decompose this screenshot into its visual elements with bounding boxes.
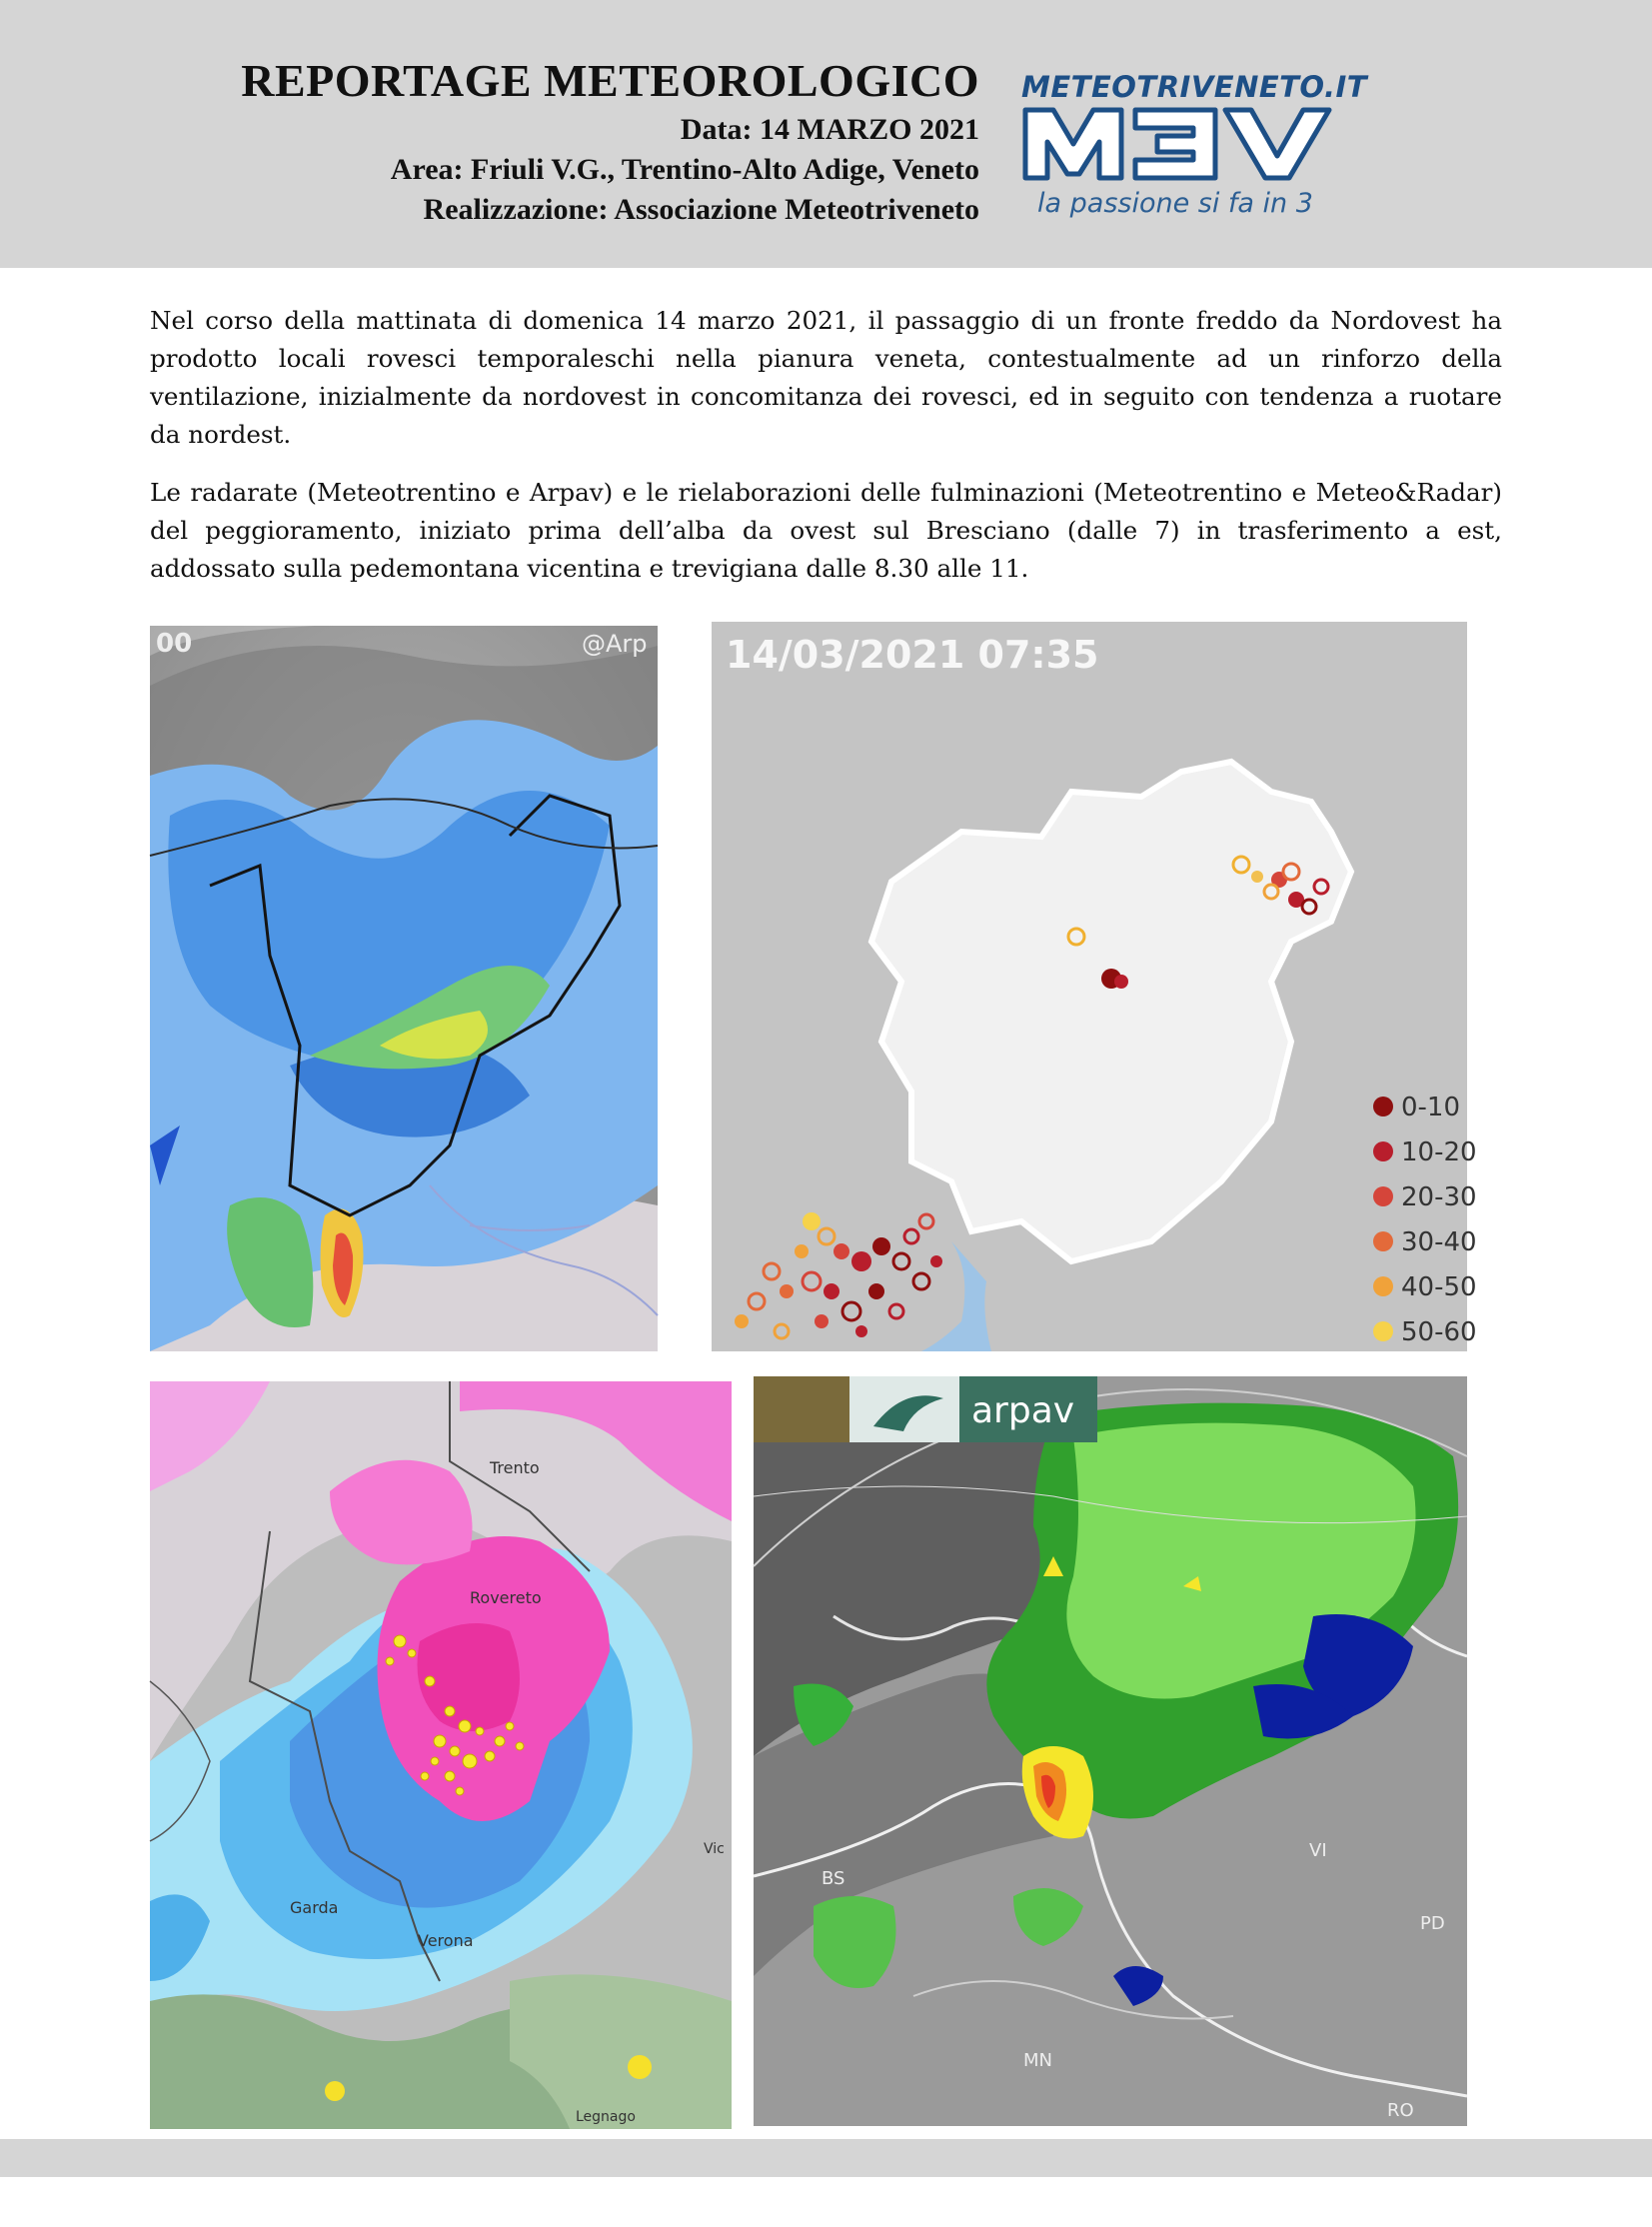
lightning-timestamp: 14/03/2021 07:35 [726,633,1099,677]
radar-corner-label-right: @Arp [582,630,648,658]
radar-map-bottom-left [150,1381,732,2129]
report-body [150,302,1502,608]
radar-map-top-left [150,626,658,1351]
body-paragraph-1: Nel corso della mattinata di domenica 14 marzo 2021, il passaggio di un fronte freddo da Nordovest ha prodotto locali rovesci temporaleschi nella pianura veneta, contestualmente ad un rinforzo della ventilazione, inizialmente da nordovest in concomitanza dei rovesci, ed in seguito con tendenza a ruotare da nordest. [150,306,1502,449]
report-date: Data: 14 MARZO 2021 [680,113,979,146]
footer-band [0,2139,1652,2177]
logo-site-name: METEOTRIVENETO.IT [1021,70,1368,104]
city-label-2: PD [1420,1913,1445,1934]
legend-swatch-0 [1373,1097,1393,1116]
place-label-2: Garda [290,1898,339,1917]
arpav-radar-map [754,1376,1467,2126]
report-header-text [241,52,979,230]
place-label-5: Vic [704,1841,725,1857]
legend-label-1: 10-20 [1401,1137,1477,1167]
radar-corner-label-left: 00 [156,629,193,659]
logo-m3v-mark [1019,104,1339,184]
report-title: REPORTAGE METEOROLOGICO [241,55,979,106]
legend-label-3: 30-40 [1401,1227,1477,1257]
place-label-0: Trento [490,1458,540,1477]
arpav-brand: arpav [971,1390,1075,1431]
legend-swatch-2 [1373,1186,1393,1206]
body-paragraph-2: Le radarate (Meteotrentino e Arpav) e le rielaborazioni delle fulminazioni (Meteotrentino e Meteo&Radar) del peggioramento, iniziato prima dell’alba da ovest sul Bresciano (dalle 7) in trasferimento a est, addossato sulla pedemontana vicentina e trevigiana dalle 8.30 alle 11. [150,478,1502,583]
city-label-4: RO [1387,2100,1414,2121]
header-band [0,0,1652,268]
meteotriveneto-logo [1007,60,1368,230]
legend-label-2: 20-30 [1401,1182,1477,1212]
logo-tagline: la passione si fa in 3 [1037,188,1313,219]
legend-swatch-5 [1373,1321,1393,1341]
city-label-0: BS [822,1868,845,1889]
legend-swatch-3 [1373,1231,1393,1251]
place-label-1: Rovereto [470,1588,542,1607]
city-label-3: MN [1023,2050,1052,2071]
legend-label-4: 40-50 [1401,1272,1477,1302]
legend-label-5: 50-60 [1401,1317,1477,1347]
report-area: Area: Friuli V.G., Trentino-Alto Adige, Veneto [390,153,979,186]
legend-swatch-1 [1373,1141,1393,1161]
place-label-4: Legnago [576,2109,636,2125]
legend-label-0: 0-10 [1401,1093,1461,1122]
city-label-1: VI [1309,1840,1327,1861]
lightning-map-top-right [712,622,1477,1351]
report-credit: Realizzazione: Associazione Meteotriveneto [423,193,979,226]
legend-swatch-4 [1373,1276,1393,1296]
arpav-header [754,1376,1097,1442]
place-label-3: Verona [418,1931,474,1950]
